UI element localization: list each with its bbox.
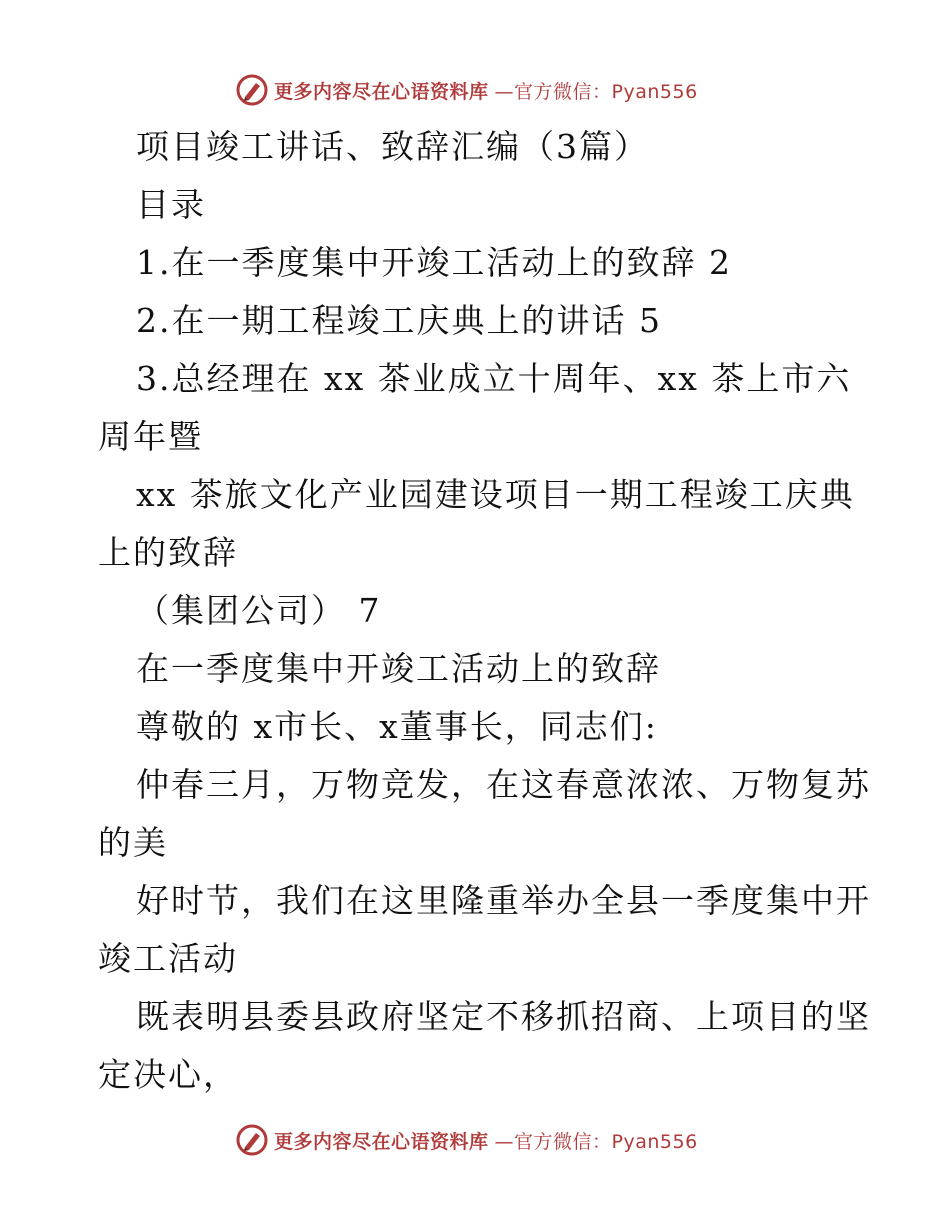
- watermark-header: [236, 72, 698, 108]
- toc-heading: 目录: [136, 185, 206, 224]
- paragraph-line: 的美: [98, 823, 168, 862]
- watermark-contact: —官方微信：Pyan556: [494, 1130, 698, 1153]
- document-title: 项目竣工讲话、致辞汇编（3篇）: [136, 127, 649, 166]
- toc-item-3-continued: （集团公司） 7: [136, 591, 382, 630]
- toc-item-3-continued: 上的致辞: [98, 533, 238, 572]
- pen-logo-icon: [236, 74, 268, 106]
- pen-logo-icon: [236, 1124, 268, 1156]
- watermark-text: 更多内容尽在心语资料库: [274, 80, 489, 103]
- watermark-footer: [236, 1122, 698, 1158]
- document-body: [98, 118, 871, 1104]
- watermark-contact: —官方微信：Pyan556: [494, 80, 698, 103]
- paragraph-line: 定决心，: [98, 1055, 238, 1094]
- toc-item-3-continued: xx 茶旅文化产业园建设项目一期工程竣工庆典: [136, 475, 855, 514]
- toc-item-3-continued: 周年暨: [98, 417, 203, 456]
- toc-item-2: 2.在一期工程竣工庆典上的讲话 5: [136, 301, 662, 340]
- toc-item-3: 3.总经理在 xx 茶业成立十周年、xx 茶上市六: [136, 359, 852, 398]
- paragraph-line: 仲春三月，万物竞发，在这春意浓浓、万物复苏: [136, 765, 871, 804]
- paragraph-line: 竣工活动: [98, 939, 238, 978]
- paragraph-line: 好时节，我们在这里隆重举办全县一季度集中开: [136, 881, 871, 920]
- section-heading: 在一季度集中开竣工活动上的致辞: [136, 649, 661, 688]
- watermark-text: 更多内容尽在心语资料库: [274, 1130, 489, 1153]
- salutation: 尊敬的 x市长、x董事长，同志们:: [136, 707, 658, 746]
- toc-item-1: 1.在一季度集中开竣工活动上的致辞 2: [136, 243, 732, 282]
- paragraph-line: 既表明县委县政府坚定不移抓招商、上项目的坚: [136, 997, 871, 1036]
